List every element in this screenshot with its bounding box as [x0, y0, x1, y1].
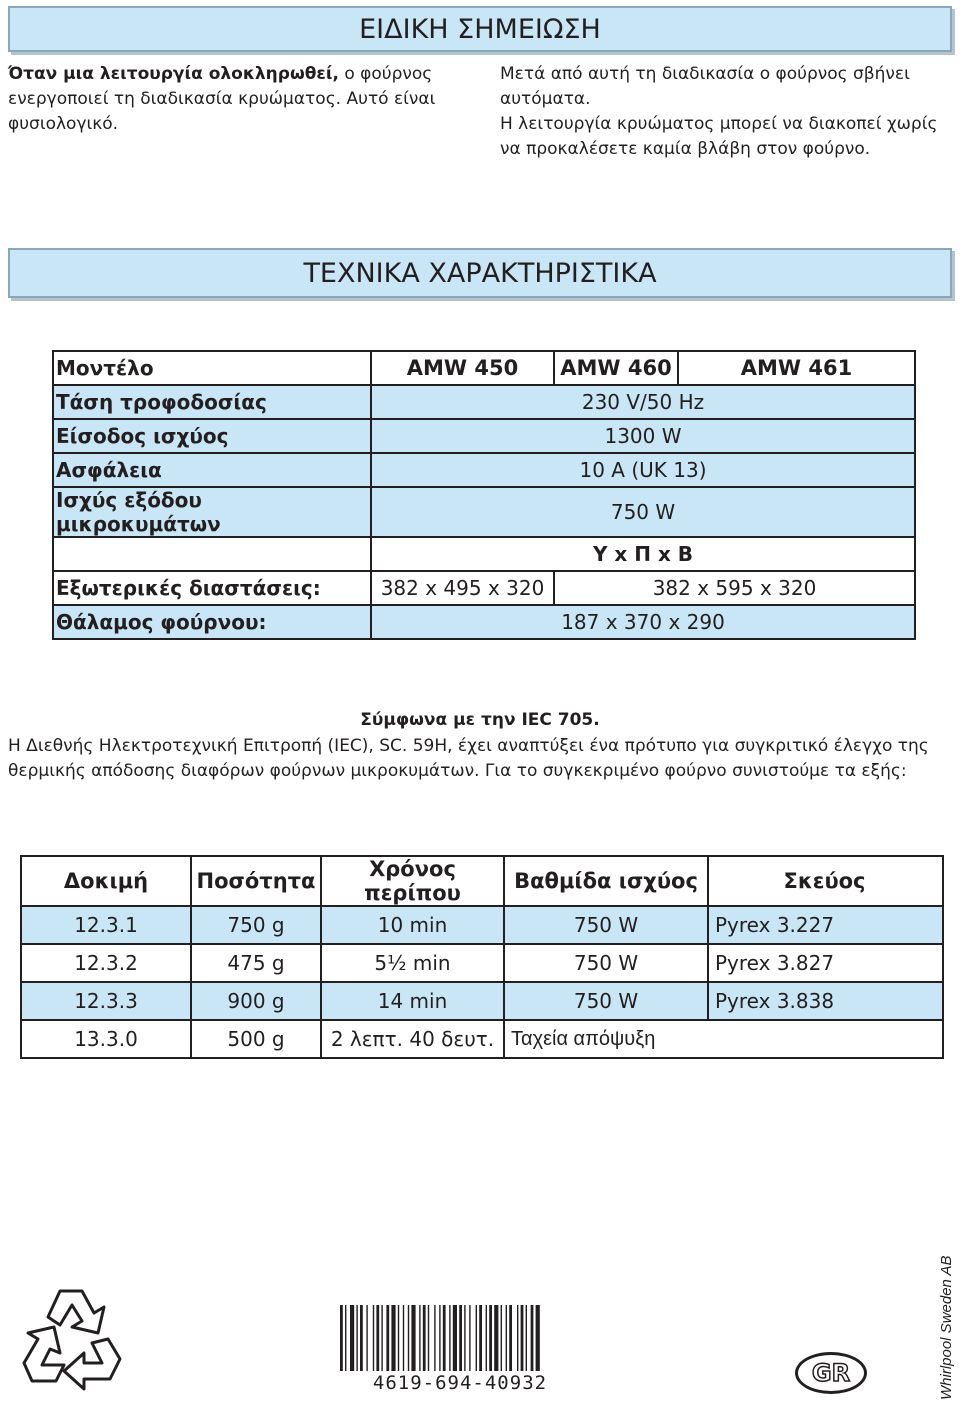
- spec-value: 750 W: [371, 487, 915, 537]
- cavity-dims-row: [53, 605, 915, 639]
- special-note-right-line1: Μετά από αυτή τη διαδικασία ο φούρνος σβήνει αυτόματα.: [500, 64, 910, 109]
- test-header-time: Χρόνος περίπου: [321, 856, 504, 906]
- test-cell: 900 g: [191, 982, 321, 1020]
- special-note-left: [8, 62, 478, 137]
- test-row: [21, 906, 943, 944]
- test-cell: 2 λεπτ. 40 δευτ.: [321, 1020, 504, 1058]
- barcode-number: 4619-694-40932: [372, 1372, 548, 1394]
- spec-label: Είσοδος ισχύος: [53, 419, 371, 453]
- special-note-left-bold: Όταν μια λειτουργία ολοκληρωθεί,: [8, 64, 339, 84]
- dims-header: Υ x Π x Β: [371, 537, 915, 571]
- test-cell: 500 g: [191, 1020, 321, 1058]
- spec-value: 230 V/50 Hz: [371, 385, 915, 419]
- spec-table: [52, 350, 916, 640]
- test-header-vessel: Σκεύος: [708, 856, 943, 906]
- recycle-icon: [20, 1285, 128, 1397]
- spec-row: [53, 419, 915, 453]
- iec-text: Η Διεθνής Ηλεκτροτεχνική Επιτροπή (IEC), SC. 59H, έχει αναπτύξει ένα πρότυπο για συγκριτικό έλεγχο της θερμικής απόδοσης διαφόρων φούρνων μικροκυμάτων. Για το συγκεκριμένο φούρνο συνιστούμε τα εξής:: [8, 736, 929, 781]
- test-cell: 5½ min: [321, 944, 504, 982]
- model-amw450: AMW 450: [371, 351, 554, 385]
- test-cell: Pyrex 3.227: [708, 906, 943, 944]
- special-note-left-text: ο φούρνος ενεργοποιεί τη διαδικασία κρυώματος. Αυτό είναι φυσιολογικό.: [8, 64, 436, 134]
- test-row: [21, 982, 943, 1020]
- model-amw461: AMW 461: [678, 351, 915, 385]
- iec-title: Σύμφωνα με την IEC 705.: [360, 710, 600, 730]
- country-code-badge: GR: [795, 1352, 867, 1394]
- tech-specs-title: ΤΕΧΝΙΚΑ ΧΑΡΑΚΤΗΡΙΣΤΙΚΑ: [8, 248, 952, 298]
- test-row: [21, 1020, 943, 1058]
- barcode: [340, 1305, 580, 1371]
- test-table: [20, 855, 944, 1059]
- test-cell: 10 min: [321, 906, 504, 944]
- test-cell: 12.3.1: [21, 906, 191, 944]
- external-dims-label: Εξωτερικές διαστάσεις:: [53, 571, 371, 605]
- special-note-right-line2: Η λειτουργία κρυώματος μπορεί να διακοπεί χωρίς να προκαλέσετε καμία βλάβη στον φούρνο.: [500, 114, 938, 159]
- test-row: [21, 944, 943, 982]
- spec-label: Ασφάλεια: [53, 453, 371, 487]
- test-header-row: [21, 856, 943, 906]
- test-header-quantity: Ποσότητα: [191, 856, 321, 906]
- test-cell: 14 min: [321, 982, 504, 1020]
- dims-header-row: [53, 537, 915, 571]
- spec-label: Ισχύς εξόδου μικροκυμάτων: [53, 487, 371, 537]
- company-name: Whirlpool Sweden AB: [938, 1255, 955, 1400]
- test-header-test: Δοκιμή: [21, 856, 191, 906]
- dims-header-empty: [53, 537, 371, 571]
- test-cell: 12.3.2: [21, 944, 191, 982]
- test-cell: 12.3.3: [21, 982, 191, 1020]
- cavity-dims-label: Θάλαμος φούρνου:: [53, 605, 371, 639]
- external-dims-amw460-461: 382 x 595 x 320: [554, 571, 915, 605]
- test-cell: 750 W: [504, 906, 708, 944]
- spec-model-row: [53, 351, 915, 385]
- test-cell: Pyrex 3.827: [708, 944, 943, 982]
- model-amw460: AMW 460: [554, 351, 678, 385]
- spec-label: Τάση τροφοδοσίας: [53, 385, 371, 419]
- test-cell: 750 W: [504, 944, 708, 982]
- special-note-right: [500, 62, 950, 162]
- test-header-power: Βαθμίδα ισχύος: [504, 856, 708, 906]
- cavity-dims-value: 187 x 370 x 290: [371, 605, 915, 639]
- spec-row: [53, 487, 915, 537]
- test-cell: 750 g: [191, 906, 321, 944]
- test-cell: Pyrex 3.838: [708, 982, 943, 1020]
- spec-value: 10 A (UK 13): [371, 453, 915, 487]
- external-dims-row: [53, 571, 915, 605]
- test-cell: 750 W: [504, 982, 708, 1020]
- test-cell: 13.3.0: [21, 1020, 191, 1058]
- special-note-title: ΕΙΔΙΚΗ ΣΗΜΕΙΩΣΗ: [8, 6, 952, 52]
- test-cell: 475 g: [191, 944, 321, 982]
- spec-row: [53, 385, 915, 419]
- test-cell-defrost: Ταχεία απόψυξη: [504, 1020, 943, 1058]
- spec-row: [53, 453, 915, 487]
- spec-value: 1300 W: [371, 419, 915, 453]
- external-dims-amw450: 382 x 495 x 320: [371, 571, 554, 605]
- model-label: Μοντέλο: [53, 351, 371, 385]
